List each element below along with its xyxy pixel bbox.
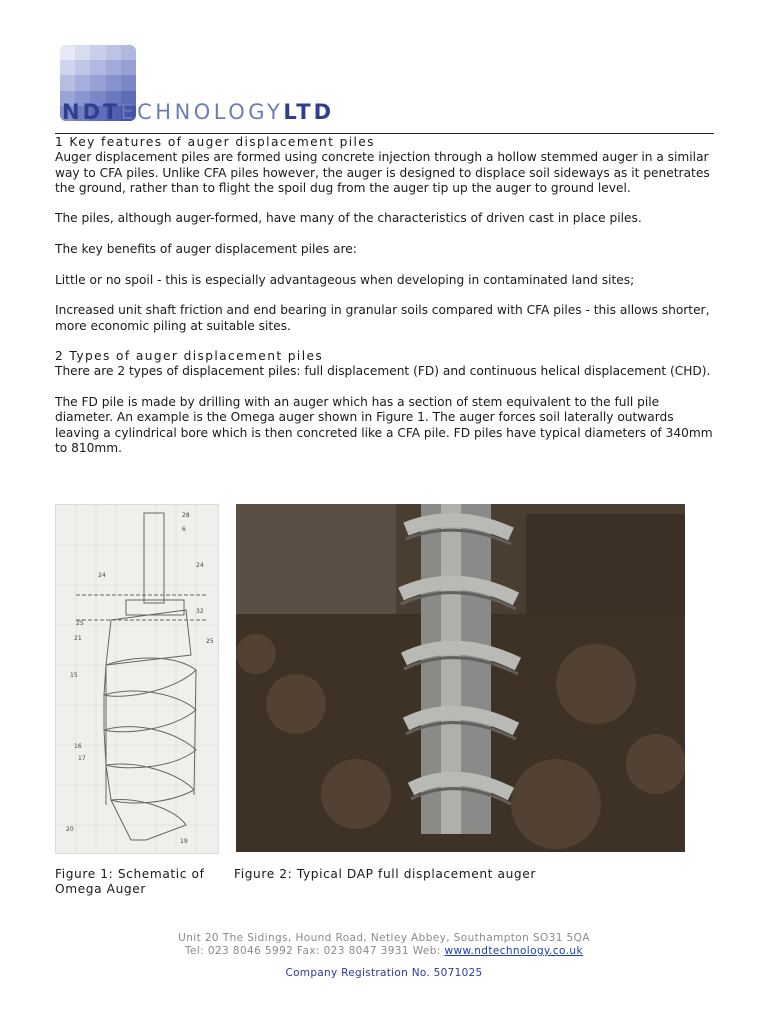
figure-1-schematic	[55, 504, 219, 854]
paragraph: The piles, although auger-formed, have many of the characteristics of driven cast in place piles.	[55, 211, 642, 226]
figure-1-caption: Figure 1: Schematic of Omega Auger	[55, 867, 205, 896]
footer-address: Unit 20 The Sidings, Hound Road, Netley Abbey, Southampton SO31 5QA	[178, 932, 590, 944]
figure-2-caption: Figure 2: Typical DAP full displacement auger	[234, 867, 536, 881]
section-2-heading: 2 Types of auger displacement piles	[55, 349, 324, 364]
fig1-label: 6	[182, 526, 186, 533]
fig1-label: 32	[196, 608, 204, 615]
section-1-heading: 1 Key features of auger displacement piles	[55, 135, 375, 149]
paragraph: The key benefits of auger displacement piles are:	[55, 242, 357, 257]
logo-wordmark	[62, 100, 334, 124]
paragraph: Increased unit shaft friction and end bearing in granular soils compared with CFA piles - this allows shorter, more economic piling at suitable sites.	[55, 303, 710, 333]
fig1-label: 25	[76, 620, 84, 627]
website-link[interactable]: www.ndtechnology.co.uk	[444, 945, 583, 957]
fig1-label: 20	[66, 826, 74, 833]
fig1-label: 25	[206, 638, 214, 645]
paragraph: Little or no spoil - this is especially advantageous when developing in contaminated land sites;	[55, 272, 635, 287]
auger-schematic-drawing	[56, 505, 218, 853]
logo-ltd: LTD	[283, 100, 335, 124]
fig1-label: 17	[78, 755, 86, 762]
fig1-label: 15	[70, 672, 78, 679]
logo-ndt: NDT	[62, 100, 121, 124]
footer-contact-text: Tel: 023 8046 5992 Fax: 023 8047 3931 Web:	[185, 945, 445, 957]
fig1-label: 21	[74, 635, 82, 642]
figure-2-auger-photo	[236, 504, 685, 852]
fig1-label: 16	[74, 743, 82, 750]
paragraph: The FD pile is made by drilling with an auger which has a section of stem equivalent to the full pile diameter. An example is the Omega auger shown in Figure 1. The auger forces soil laterally outwards leaving a cylindrical bore which is then concreted like a CFA pile. FD piles have typical diameters of 340mm to 810mm.	[55, 395, 713, 455]
auger-photo-illustration	[236, 504, 685, 852]
fig1-label: 24	[196, 562, 204, 569]
header-rule	[55, 133, 714, 134]
company-logo	[60, 45, 360, 125]
logo-echnology: ECHNOLOGY	[120, 100, 284, 124]
paragraph: There are 2 types of displacement piles: full displacement (FD) and continuous helical displacement (CHD).	[55, 364, 711, 379]
footer-contact	[0, 945, 768, 958]
fig1-label: 24	[98, 572, 106, 579]
company-registration: Company Registration No. 5071025	[285, 967, 483, 979]
fig1-label: 19	[180, 838, 188, 845]
fig1-label: 28	[182, 512, 190, 519]
document-body	[55, 135, 720, 472]
paragraph: Auger displacement piles are formed using concrete injection through a hollow stemmed auger in a similar way to CFA piles. Unlike CFA piles however, the auger is designed to displace soil sideways as it penetrates the ground, rather than to flight the spoil dug from the auger tip up the auger to ground level.	[55, 150, 710, 195]
